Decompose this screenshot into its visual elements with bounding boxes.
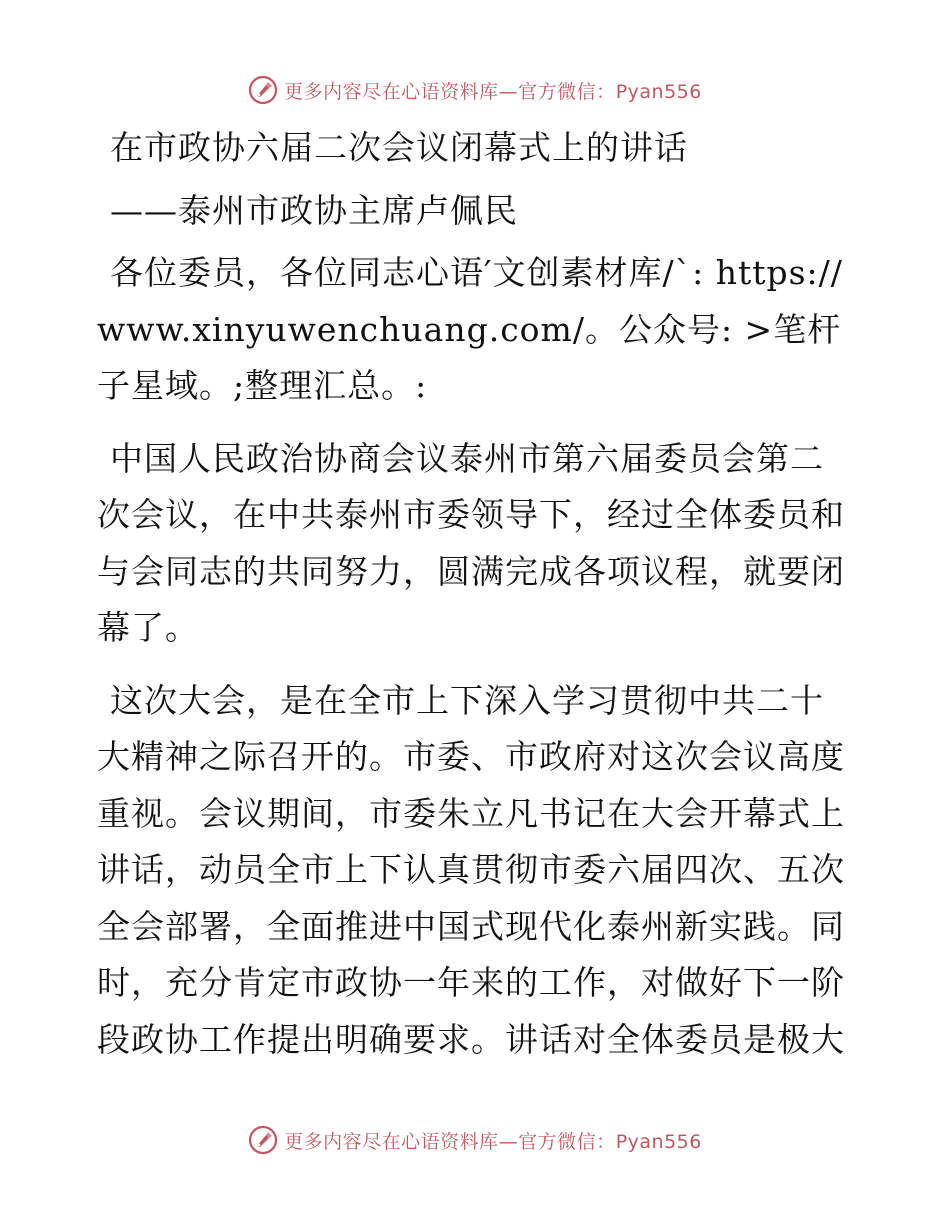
body-paragraph-2: 这次大会，是在全市上下深入学习贯彻中共二十大精神之际召开的。市委、市政府对这次会议高度重视。会议期间，市委朱立凡书记在大会开幕式上讲话，动员全市上下认真贯彻市委六届四次、五次全会部署，全面推进中国式现代化泰州新实践。同时，充分肯定市政协一年来的工作，对做好下一阶段政协工作提出明确要求。讲话对全体委员是极大 xyxy=(97,680,845,1059)
greeting-paragraph: 各位委员，各位同志心语′文创素材库/`: https://www.xinyuwenchuang.com/。公众号: >笔杆子星域。;整理汇总。: xyxy=(97,253,843,405)
pen-nib-logo-icon xyxy=(248,75,278,105)
watermark-banner-top xyxy=(0,70,950,110)
body-paragraph-1: 中国人民政治协商会议泰州市第六届委员会第二次会议，在中共泰州市委领导下，经过全体委员和与会同志的共同努力，圆满完成各项议程，就要闭幕了。 xyxy=(97,438,845,647)
document-title: 在市政协六届二次会议闭幕式上的讲话 xyxy=(110,128,688,167)
watermark-text: 更多内容尽在心语资料库—官方微信：Pyan556 xyxy=(284,80,702,103)
watermark-text: 更多内容尽在心语资料库—官方微信：Pyan556 xyxy=(284,1130,702,1153)
document-body xyxy=(97,120,849,1068)
pen-nib-logo-icon xyxy=(248,1125,278,1155)
watermark-banner-bottom xyxy=(0,1120,950,1160)
document-author: ——泰州市政协主席卢佩民 xyxy=(110,190,518,230)
